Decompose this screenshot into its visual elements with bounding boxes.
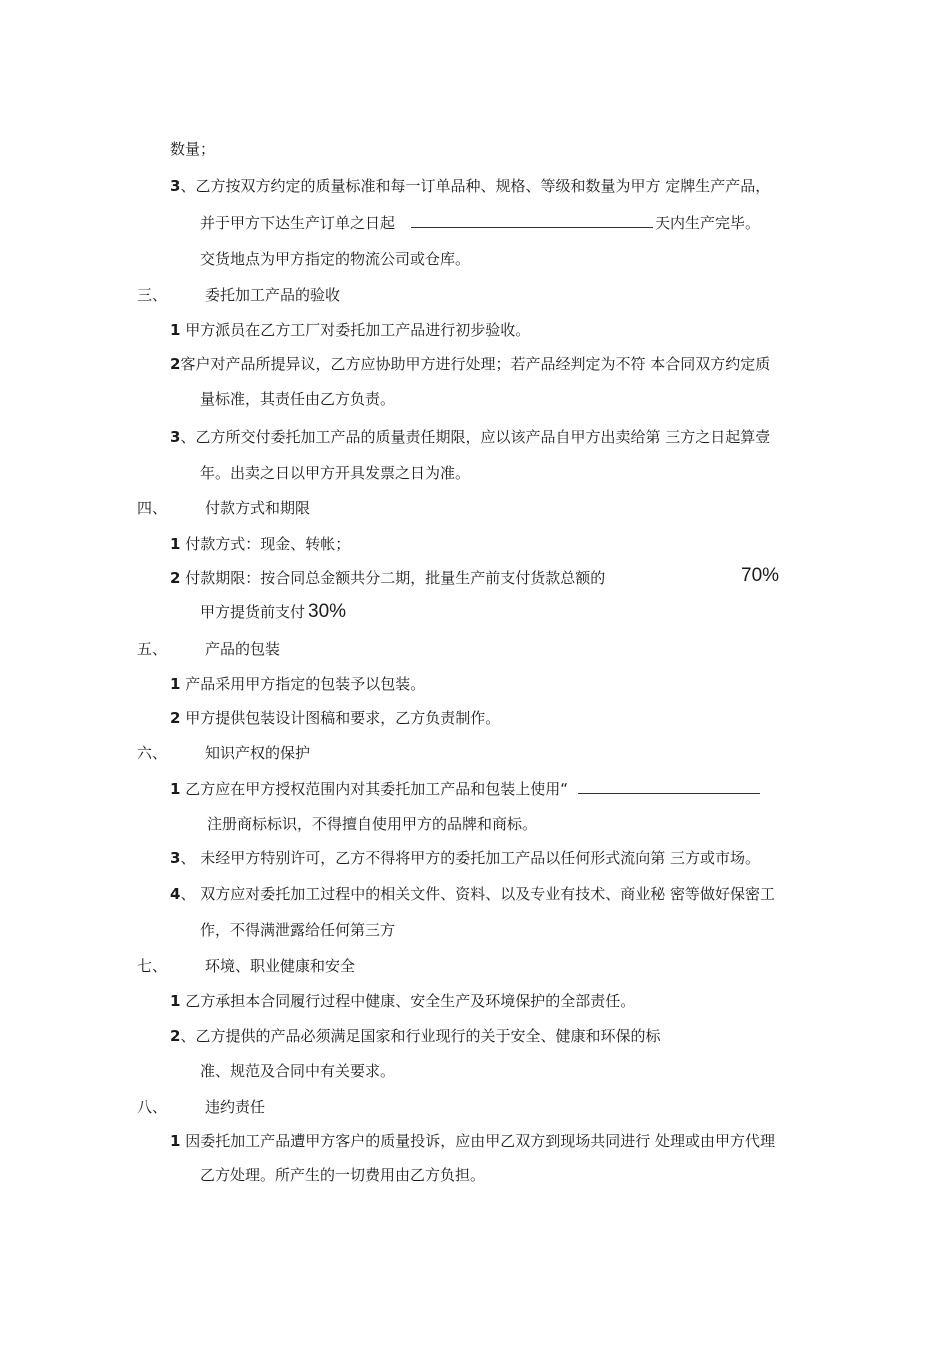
- section-number: 五、: [137, 640, 168, 658]
- clause-5-2: 2 甲方提供包装设计图稿和要求，乙方负责制作。: [170, 709, 501, 727]
- clause-4-2: 2 付款期限：按合同总金额共分二期，批量生产前支付货款总额的: [170, 569, 606, 587]
- line-quantity: 数量；: [170, 140, 216, 158]
- clause-6-1-continued: 注册商标标识，不得擅自使用甲方的品牌和商标。: [207, 815, 538, 833]
- fill-blank-days: [411, 213, 653, 228]
- clause-2-3-continued: 并于甲方下达生产订单之日起 天内生产完毕。: [200, 214, 761, 232]
- section-title: 违约责任: [205, 1098, 266, 1116]
- section-number: 七、: [137, 957, 168, 975]
- clause-2-3-delivery: 交货地点为甲方指定的物流公司或仓库。: [200, 250, 471, 268]
- clause-5-1: 1 产品采用甲方指定的包装予以包装。: [170, 675, 426, 693]
- clause-4-2-continued: 甲方提货前支付 30%: [200, 601, 347, 622]
- clause-3-3-continued: 年。出卖之日以甲方开具发票之日为准。: [200, 464, 471, 482]
- fill-blank-trademark: [578, 779, 760, 794]
- clause-text: 、乙方按双方约定的质量标准和每一订单品种、规格、等级和数量为甲方 定牌生产产品，: [180, 177, 771, 195]
- clause-6-4: 4、 双方应对委托加工过程中的相关文件、资料、以及专业有技术、商业秘 密等做好保密工: [170, 885, 775, 903]
- section-5-heading: [137, 639, 280, 659]
- clause-8-1: 1 因委托加工产品遭甲方客户的质量投诉，应由甲乙双方到现场共同进行 处理或由甲方代理: [170, 1132, 775, 1150]
- clause-3-3: 3、乙方所交付委托加工产品的质量责任期限，应以该产品自甲方出卖给第 三方之日起算壹: [170, 428, 771, 446]
- clause-2-3: [170, 176, 770, 196]
- clause-7-2: 2、乙方提供的产品必须满足国家和行业现行的关于安全、健康和环保的标: [170, 1027, 661, 1045]
- section-title: 环境、职业健康和安全: [205, 957, 356, 975]
- clause-7-1: 1 乙方承担本合同履行过程中健康、安全生产及环境保护的全部责任。: [170, 992, 636, 1010]
- section-7-heading: [137, 956, 355, 976]
- section-number: 六、: [137, 744, 168, 762]
- clause-3-2-continued: 量标准，其责任由乙方负责。: [200, 390, 396, 408]
- clause-4-1: 1 付款方式：现金、转帐；: [170, 535, 351, 553]
- section-title: 产品的包装: [205, 640, 281, 658]
- section-3-heading: [137, 285, 340, 305]
- section-8-heading: [137, 1097, 265, 1117]
- clause-3-1: 1 甲方派员在乙方工厂对委托加工产品进行初步验收。: [170, 321, 531, 339]
- clause-6-4-continued: 作，不得满泄露给任何第三方: [200, 921, 396, 939]
- section-6-heading: [137, 743, 310, 763]
- section-4-heading: [137, 498, 310, 518]
- section-number: 四、: [137, 499, 168, 517]
- section-title: 付款方式和期限: [205, 499, 311, 517]
- section-number: 三、: [137, 286, 168, 304]
- clause-number: 3: [170, 177, 181, 195]
- clause-7-2-continued: 准、规范及合同中有关要求。: [200, 1062, 396, 1080]
- section-title: 知识产权的保护: [205, 744, 311, 762]
- section-number: 八、: [137, 1098, 168, 1116]
- clause-6-1: 1 乙方应在甲方授权范围内对其委托加工产品和包装上使用“: [170, 779, 760, 799]
- section-title: 委托加工产品的验收: [205, 286, 341, 304]
- clause-6-3: 3、 未经甲方特别许可，乙方不得将甲方的委托加工产品以任何形式流向第 三方或市场。: [170, 849, 760, 867]
- clause-3-2: 2客户对产品所提异议，乙方应协助甲方进行处理；若产品经判定为不符 本合同双方约定质: [170, 355, 771, 373]
- clause-8-1-continued: 乙方处理。所产生的一切费用由乙方负担。: [200, 1166, 486, 1184]
- payment-percent-first: 70%: [741, 565, 780, 586]
- payment-percent-second: 30%: [308, 601, 347, 622]
